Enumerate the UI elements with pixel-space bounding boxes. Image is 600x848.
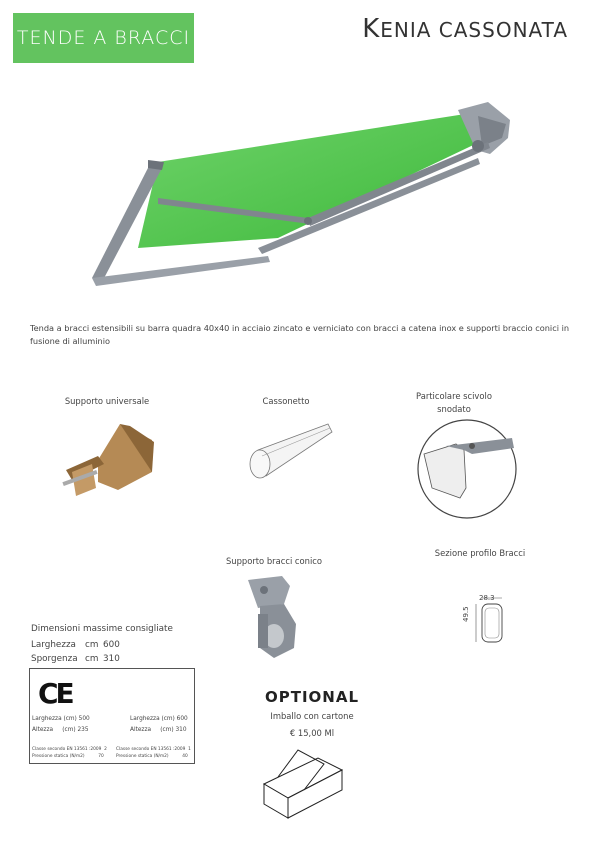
support-post	[258, 614, 268, 648]
ce-logo: CE	[38, 677, 72, 710]
optional-title: OPTIONAL	[264, 688, 360, 706]
bottom-bar	[92, 256, 270, 286]
ce-left-pressure: Pressione statica (N/m2) 70	[32, 754, 104, 759]
ce-left-width: Larghezza (cm) 500	[32, 716, 90, 722]
caption-cassonetto: Cassonetto	[262, 396, 310, 406]
category-title: TENDE A BRACCI	[16, 27, 191, 49]
scivolo-detail-image	[416, 418, 518, 520]
caption-scivolo-line2: snodato	[437, 404, 471, 414]
awning-illustration	[78, 98, 520, 298]
dim-unit: cm	[85, 654, 99, 664]
dim-unit: cm	[85, 640, 99, 650]
category-badge	[13, 13, 194, 63]
section-width-label: 28.3	[479, 594, 495, 602]
arm-joint	[304, 217, 312, 225]
product-title-initial: K	[362, 14, 381, 44]
dim-value: 310	[103, 654, 120, 664]
ce-right-pressure: Pressione statica (N/m2) 40	[116, 754, 188, 759]
ce-left-class: Classe secondo EN 13561 :2009 2	[32, 747, 107, 752]
caption-scivolo	[414, 390, 494, 416]
cardboard-box-icon	[258, 744, 348, 820]
ce-right-height: Altezza (cm) 310	[130, 727, 187, 733]
arm-bracket	[472, 140, 484, 152]
support-bolt	[260, 586, 268, 594]
dim-label: Sporgenza	[31, 654, 78, 664]
caption-sezione: Sezione profilo Bracci	[434, 548, 526, 558]
product-description: Tenda a bracci estensibili su barra quadra 40x40 in acciaio zincato e verniciato con bracci a catena inox e supporti braccio conici in fusione di alluminio	[30, 323, 570, 346]
dimensions-title: Dimensioni massime consigliate	[31, 624, 173, 634]
universal-support-image	[58, 420, 158, 504]
caption-supporto-universale: Supporto universale	[64, 396, 150, 406]
optional-price: € 15,00 Ml	[289, 728, 335, 738]
support-top	[248, 576, 290, 608]
ce-certification-box	[29, 668, 195, 764]
dim-value: 600	[103, 640, 120, 650]
ce-left-height: Altezza (cm) 235	[32, 727, 89, 733]
ce-right-class: Classe secondo EN 13561 :2009 1	[116, 747, 191, 752]
caption-supporto-conico: Supporto bracci conico	[225, 556, 323, 566]
ce-right-width: Larghezza (cm) 600	[130, 716, 188, 722]
dim-label: Larghezza	[31, 640, 76, 650]
section-height-label: 49.5	[462, 606, 470, 622]
caption-scivolo-line1: Particolare scivolo	[416, 391, 492, 401]
dimension-row-sporgenza	[31, 654, 120, 664]
cassonetto-image	[240, 420, 340, 486]
product-title-rest: ENIA CASSONATA	[380, 18, 568, 42]
pivot	[469, 443, 475, 449]
conical-support-image	[238, 574, 300, 660]
optional-subtitle: Imballo con cartone	[270, 711, 354, 721]
product-title	[362, 14, 568, 44]
dimension-row-larghezza	[31, 640, 120, 650]
